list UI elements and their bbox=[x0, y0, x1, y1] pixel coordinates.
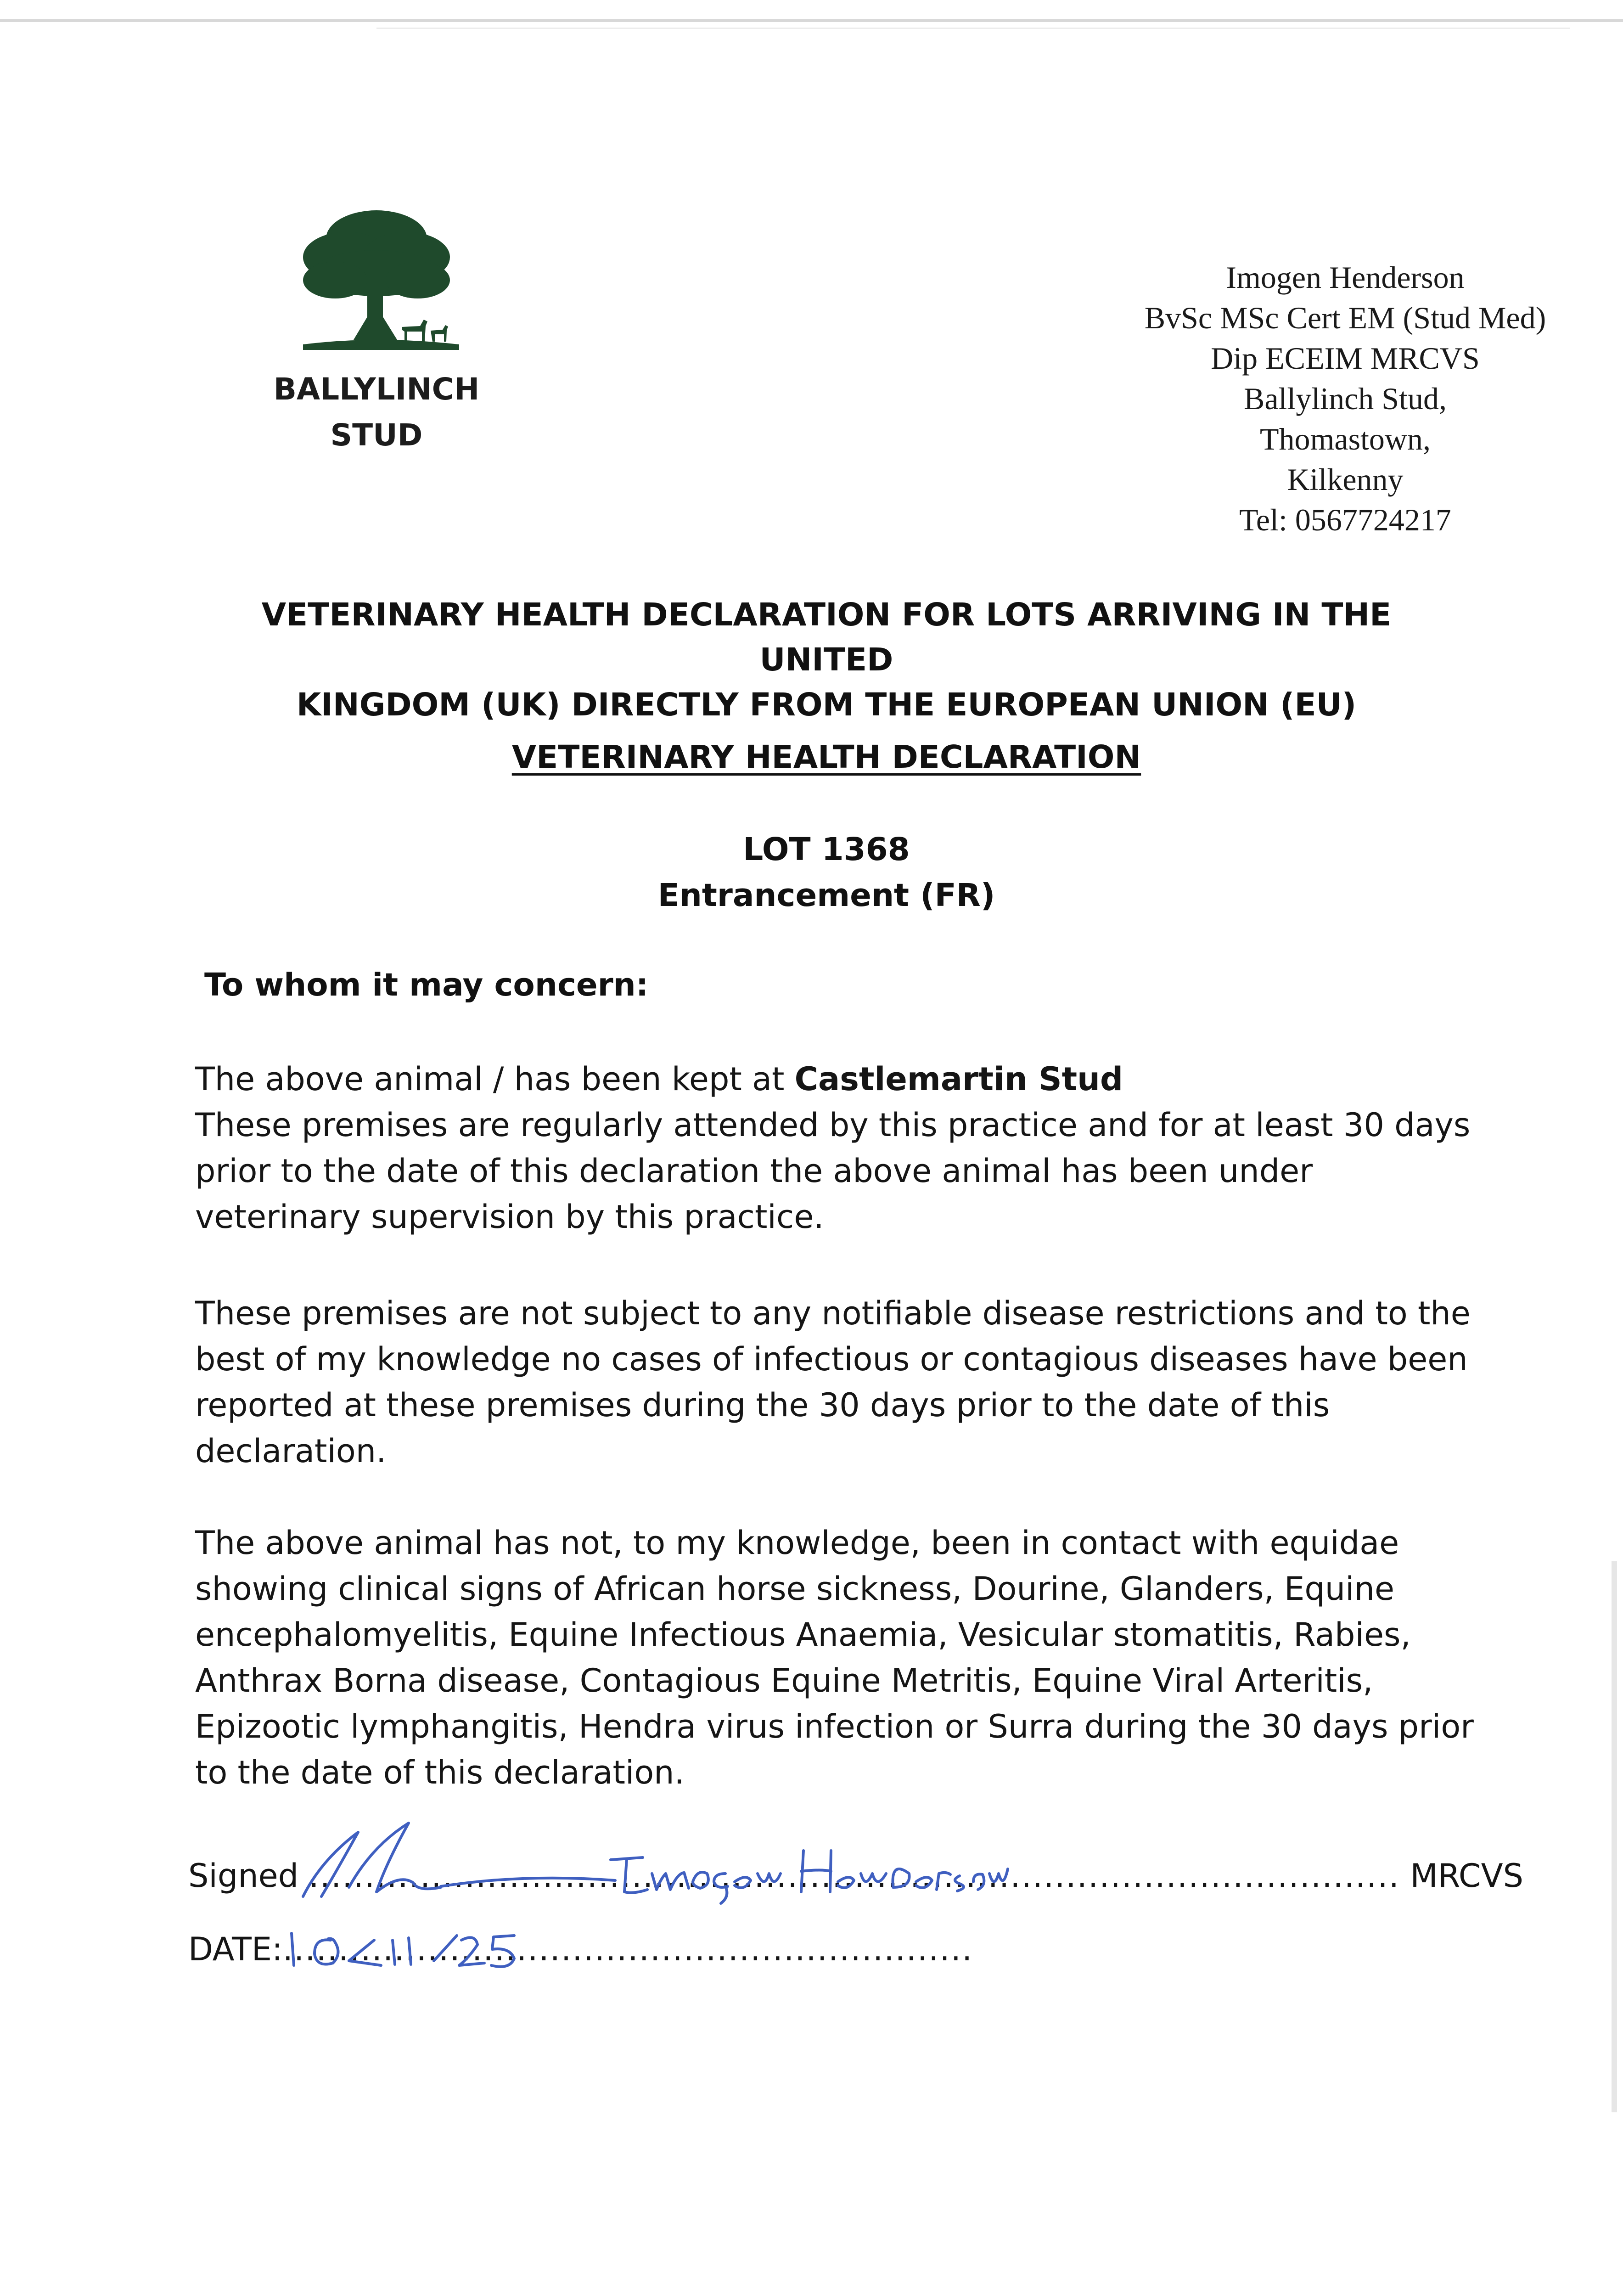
scan-artifact-top bbox=[0, 19, 1623, 22]
mrcvs-suffix: MRCVS bbox=[1400, 1857, 1524, 1895]
scan-artifact-top-2 bbox=[376, 28, 1570, 29]
tree-with-horses-icon bbox=[285, 207, 468, 358]
document-subtitle: VETERINARY HEALTH DECLARATION bbox=[511, 739, 1141, 776]
handwritten-signature bbox=[294, 1805, 1010, 1910]
organization-name: BALLYLINCH STUD bbox=[273, 371, 480, 453]
signed-label: Signed bbox=[188, 1857, 299, 1895]
handwritten-date bbox=[275, 1915, 606, 1975]
document-title-line-1: VETERINARY HEALTH DECLARATION FOR LOTS ARRIVING IN THE UNITED bbox=[261, 597, 1392, 678]
paragraph-line: declaration. bbox=[195, 1432, 387, 1470]
paragraph-premises bbox=[195, 1056, 1471, 1240]
paragraph-disease-restrictions bbox=[195, 1290, 1471, 1474]
paragraph-line: showing clinical signs of African horse sickness, Dourine, Glanders, Equine bbox=[195, 1570, 1395, 1608]
address-line-1: Ballylinch Stud, bbox=[1244, 381, 1447, 416]
lot-name: Entrancement (FR) bbox=[657, 877, 995, 914]
salutation: To whom it may concern: bbox=[204, 967, 649, 1003]
telephone: Tel: 0567724217 bbox=[1239, 502, 1451, 537]
scan-artifact-right-edge bbox=[1612, 1561, 1617, 2112]
paragraph-line: to the date of this declaration. bbox=[195, 1754, 685, 1791]
paragraph-line: These premises are not subject to any notifiable disease restrictions and to the bbox=[195, 1294, 1471, 1332]
vet-address-block bbox=[1093, 257, 1598, 540]
document-title bbox=[230, 592, 1423, 727]
vet-name: Imogen Henderson bbox=[1226, 260, 1465, 295]
paragraph-line: Epizootic lymphangitis, Hendra virus infection or Surra during the 30 days prior bbox=[195, 1708, 1474, 1745]
address-line-3: Kilkenny bbox=[1287, 462, 1404, 497]
lot-number: LOT 1368 bbox=[743, 831, 910, 868]
vet-qualifications-2: Dip ECEIM MRCVS bbox=[1211, 341, 1480, 376]
paragraph-line: The above animal has not, to my knowledge, been in contact with equidae bbox=[195, 1524, 1399, 1562]
paragraph-equidae-contact bbox=[195, 1520, 1474, 1795]
lot-block bbox=[459, 827, 1194, 918]
paragraph-line: Anthrax Borna disease, Contagious Equine Metritis, Equine Viral Arteritis, bbox=[195, 1662, 1373, 1699]
premises-intro: The above animal / has been kept at bbox=[195, 1060, 795, 1098]
premises-name: Castlemartin Stud bbox=[794, 1060, 1123, 1098]
ballylinch-stud-logo bbox=[248, 207, 505, 453]
paragraph-line: reported at these premises during the 30 days prior to the date of this bbox=[195, 1386, 1330, 1424]
date-label: DATE: bbox=[188, 1930, 283, 1968]
document-title-line-2: KINGDOM (UK) DIRECTLY FROM THE EUROPEAN UNION (EU) bbox=[296, 687, 1357, 723]
signature-dots: .................................................................................................. bbox=[309, 1857, 1400, 1895]
paragraph-line: prior to the date of this declaration the above animal has been under bbox=[195, 1152, 1313, 1190]
vet-qualifications-1: BvSc MSc Cert EM (Stud Med) bbox=[1144, 300, 1546, 335]
date-dots: .............................................................. bbox=[282, 1930, 973, 1968]
paragraph-line: These premises are regularly attended by this practice and for at least 30 days bbox=[195, 1106, 1471, 1144]
address-line-2: Thomastown, bbox=[1259, 422, 1431, 456]
paragraph-line: encephalomyelitis, Equine Infectious Anaemia, Vesicular stomatitis, Rabies, bbox=[195, 1616, 1411, 1654]
paragraph-line: best of my knowledge no cases of infectious or contagious diseases have been bbox=[195, 1340, 1468, 1378]
paragraph-line bbox=[195, 1056, 1462, 1102]
paragraph-line: veterinary supervision by this practice. bbox=[195, 1198, 824, 1236]
